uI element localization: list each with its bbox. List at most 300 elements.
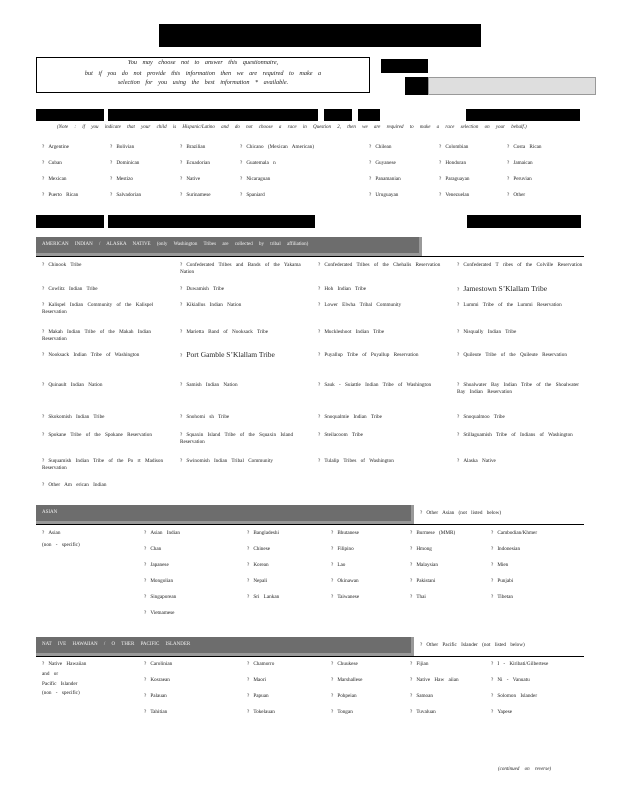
- asian-other-option[interactable]: ? Other Asian (not listed below): [420, 510, 502, 516]
- checkbox-icon[interactable]: ?: [331, 562, 334, 568]
- option-item[interactable]: [331, 562, 345, 569]
- checkbox-icon[interactable]: ?: [180, 382, 183, 388]
- checkbox-icon[interactable]: ?: [369, 176, 372, 182]
- option-label: Nooksack Indian Tribe of Washington: [48, 352, 140, 358]
- option-item[interactable]: [110, 192, 141, 199]
- checkbox-icon[interactable]: ?: [410, 709, 413, 715]
- checkbox-icon[interactable]: ?: [144, 610, 147, 616]
- option-item[interactable]: [457, 414, 585, 421]
- option-label: Jamaican: [513, 160, 533, 166]
- checkbox-icon[interactable]: ?: [491, 677, 494, 683]
- option-label: Snoqualmie Indian Tribe: [324, 414, 382, 420]
- checkbox-icon[interactable]: ?: [240, 192, 243, 198]
- option-label: Pohpeian: [337, 693, 357, 699]
- option-label: Native: [186, 176, 201, 182]
- option-label: Chuukese: [337, 661, 358, 667]
- option-item[interactable]: [457, 286, 585, 294]
- answer-field[interactable]: [428, 77, 596, 95]
- option-item[interactable]: [42, 192, 78, 199]
- checkbox-icon[interactable]: ?: [507, 176, 510, 182]
- option-label: Cuban: [48, 160, 62, 166]
- option-item[interactable]: [457, 352, 585, 359]
- option-item[interactable]: [110, 144, 134, 151]
- option-label: Asian Indian: [150, 530, 180, 536]
- option-item[interactable]: [144, 693, 167, 700]
- option-item[interactable]: [410, 530, 455, 537]
- option-label-sub: (non - specific): [42, 690, 80, 697]
- option-item[interactable]: [410, 562, 438, 569]
- option-item[interactable]: [439, 176, 470, 183]
- checkbox-icon[interactable]: ?: [318, 302, 321, 308]
- option-item[interactable]: [240, 144, 314, 151]
- checkbox-icon[interactable]: ?: [110, 176, 113, 182]
- checkbox-icon[interactable]: ?: [240, 176, 243, 182]
- checkbox-icon[interactable]: ?: [331, 578, 334, 584]
- option-label: Solomon Islander: [497, 693, 538, 699]
- checkbox-icon[interactable]: ?: [42, 302, 45, 308]
- checkbox-icon[interactable]: ?: [331, 661, 334, 667]
- option-item[interactable]: [331, 693, 357, 700]
- checkbox-icon[interactable]: ?: [247, 709, 250, 715]
- checkbox-icon[interactable]: ?: [491, 546, 494, 552]
- option-item[interactable]: [331, 709, 353, 716]
- option-label: Chinese: [253, 546, 271, 552]
- checkbox-icon[interactable]: ?: [42, 352, 45, 358]
- option-label: Tokelauan: [253, 709, 275, 715]
- option-label: Suquamish Indian Tribe of the Po rt Madison Reservation: [42, 458, 164, 471]
- checkbox-icon[interactable]: ?: [318, 414, 321, 420]
- option-item[interactable]: [457, 458, 585, 465]
- option-item[interactable]: [42, 352, 170, 359]
- option-item[interactable]: [318, 352, 446, 359]
- option-item[interactable]: [247, 709, 275, 716]
- option-label: Malaysian: [416, 562, 438, 568]
- option-item[interactable]: [247, 677, 266, 684]
- option-label: Chicano (Mexican American): [246, 144, 314, 150]
- checkbox-icon[interactable]: ?: [369, 192, 372, 198]
- option-label: Asian: [48, 530, 61, 536]
- checkbox-icon[interactable]: ?: [180, 192, 183, 198]
- option-item[interactable]: [247, 578, 267, 585]
- checkbox-icon[interactable]: ?: [180, 414, 183, 420]
- checkbox-icon[interactable]: ?: [42, 414, 45, 420]
- checkbox-icon[interactable]: ?: [144, 709, 147, 715]
- checkbox-icon[interactable]: ?: [439, 144, 442, 150]
- checkbox-icon[interactable]: ?: [491, 562, 494, 568]
- form-title-redacted: [159, 24, 481, 47]
- hispanic-note: (Note : if you indicate that your child is Hispanic/Latino and do not choose a race in Question 2, then we are required to make a race selection on your behalf.): [57, 125, 527, 130]
- option-label: Swinomish Indian Tribal Community: [186, 458, 273, 464]
- option-label: Indonesian: [497, 546, 521, 552]
- checkbox-icon[interactable]: ?: [180, 144, 183, 150]
- checkbox-icon[interactable]: ?: [331, 594, 334, 600]
- option-item[interactable]: [240, 160, 276, 167]
- option-label: Tibetan: [497, 594, 513, 600]
- checkbox-icon[interactable]: ?: [180, 160, 183, 166]
- option-item[interactable]: [491, 709, 512, 716]
- option-label: Cambodian/Khmer: [497, 530, 538, 536]
- option-item[interactable]: [410, 546, 432, 553]
- option-label: Nepali: [253, 578, 268, 584]
- option-label: Sri Lankan: [253, 594, 280, 600]
- checkbox-icon[interactable]: ?: [144, 661, 147, 667]
- checkbox-icon[interactable]: ?: [410, 562, 413, 568]
- option-item[interactable]: [369, 176, 401, 183]
- option-item[interactable]: [144, 530, 180, 537]
- checkbox-icon[interactable]: ?: [247, 594, 250, 600]
- option-label: Venezuelan: [445, 192, 470, 198]
- checkbox-icon[interactable]: ?: [42, 262, 45, 268]
- option-item[interactable]: [491, 661, 548, 668]
- checkbox-icon[interactable]: ?: [331, 677, 334, 683]
- option-label: Argentine: [48, 144, 69, 150]
- option-item[interactable]: [439, 160, 466, 167]
- checkbox-icon[interactable]: ?: [457, 458, 460, 464]
- option-item[interactable]: [144, 677, 170, 684]
- notice-line-2: but if you do not provide this information then we are required to make a: [84, 69, 322, 77]
- checkbox-icon[interactable]: ?: [457, 262, 460, 268]
- option-item[interactable]: [247, 693, 269, 700]
- option-item[interactable]: [240, 192, 265, 199]
- option-item[interactable]: [144, 709, 167, 716]
- checkbox-icon[interactable]: ?: [457, 414, 460, 420]
- checkbox-icon[interactable]: ?: [410, 578, 413, 584]
- option-label: Fijian: [416, 661, 429, 667]
- option-label: Steilacoom Tribe: [324, 432, 363, 438]
- checkbox-icon[interactable]: ?: [42, 382, 45, 388]
- option-item[interactable]: [180, 262, 308, 276]
- option-item[interactable]: [318, 329, 446, 336]
- option-label: Kikiallus Indian Nation: [186, 302, 242, 308]
- option-item[interactable]: [240, 176, 270, 183]
- checkbox-icon[interactable]: ?: [369, 160, 372, 166]
- option-item[interactable]: [507, 176, 532, 183]
- option-item[interactable]: [42, 414, 170, 421]
- option-item[interactable]: [491, 562, 508, 569]
- checkbox-icon[interactable]: ?: [457, 352, 460, 358]
- checkbox-icon[interactable]: ?: [42, 144, 45, 150]
- option-item[interactable]: [439, 192, 469, 199]
- option-item[interactable]: [491, 578, 513, 585]
- option-label: Other: [513, 192, 526, 198]
- checkbox-icon[interactable]: ?: [410, 546, 413, 552]
- option-label: Thai: [416, 594, 426, 600]
- option-item[interactable]: [247, 546, 270, 553]
- checkbox-icon[interactable]: ?: [180, 262, 183, 268]
- option-item[interactable]: [457, 329, 585, 336]
- option-item[interactable]: [410, 693, 433, 700]
- option-label: Lower Elwha Tribal Community: [324, 302, 402, 308]
- checkbox-icon[interactable]: ?: [318, 382, 321, 388]
- checkbox-icon[interactable]: ?: [457, 382, 460, 388]
- checkbox-icon[interactable]: ?: [491, 709, 494, 715]
- checkbox-icon[interactable]: ?: [144, 562, 147, 568]
- option-label: Brazilian: [186, 144, 206, 150]
- checkbox-icon[interactable]: ?: [247, 578, 250, 584]
- option-item[interactable]: [457, 382, 585, 396]
- option-item[interactable]: [331, 661, 358, 668]
- checkbox-icon[interactable]: ?: [491, 530, 494, 536]
- option-item[interactable]: [318, 262, 446, 269]
- checkbox-icon[interactable]: ?: [42, 176, 45, 182]
- option-label: Lao: [337, 562, 346, 568]
- option-item[interactable]: [410, 578, 435, 585]
- checkbox-icon[interactable]: ?: [247, 677, 250, 683]
- option-label: Mien: [497, 562, 509, 568]
- checkbox-icon[interactable]: ?: [42, 530, 45, 536]
- checkbox-icon[interactable]: ?: [457, 302, 460, 308]
- option-item[interactable]: [180, 432, 308, 446]
- option-label: Confederated T ribes of the Colville Reservation: [463, 262, 583, 268]
- checkbox-icon[interactable]: ?: [491, 693, 494, 699]
- option-item[interactable]: [331, 530, 359, 537]
- checkbox-icon[interactable]: ?: [42, 329, 45, 335]
- option-item[interactable]: [318, 432, 446, 439]
- checkbox-icon[interactable]: ?: [331, 709, 334, 715]
- option-item[interactable]: [247, 530, 279, 537]
- option-item[interactable]: [42, 144, 69, 151]
- option-item[interactable]: [491, 677, 530, 684]
- option-label: Puerto Rican: [48, 192, 79, 198]
- option-item[interactable]: [369, 160, 396, 167]
- checkbox-icon[interactable]: ?: [42, 192, 45, 198]
- option-item[interactable]: [507, 144, 542, 151]
- option-label: Quinault Indian Nation: [48, 382, 103, 388]
- checkbox-icon[interactable]: ?: [410, 661, 413, 667]
- option-label: Mexican: [48, 176, 67, 182]
- checkbox-icon[interactable]: ?: [247, 661, 250, 667]
- option-item[interactable]: [42, 262, 170, 269]
- checkbox-icon[interactable]: ?: [369, 144, 372, 150]
- checkbox-icon[interactable]: ?: [457, 287, 460, 293]
- option-item[interactable]: [42, 160, 62, 167]
- checkbox-icon[interactable]: ?: [180, 329, 183, 335]
- option-label: Spaniard: [246, 192, 265, 198]
- option-item[interactable]: [507, 192, 525, 199]
- option-item[interactable]: [110, 176, 133, 183]
- option-item[interactable]: [318, 382, 446, 389]
- option-item[interactable]: [180, 302, 308, 309]
- option-label: Chamorro: [253, 661, 275, 667]
- checkbox-icon[interactable]: ?: [420, 642, 423, 648]
- checkbox-icon[interactable]: ?: [180, 286, 183, 292]
- checkbox-icon[interactable]: ?: [318, 286, 321, 292]
- option-item[interactable]: [42, 176, 66, 183]
- option-item[interactable]: [247, 594, 279, 601]
- option-label: Other Am erican Indian: [48, 482, 107, 488]
- checkbox-icon[interactable]: ?: [247, 546, 250, 552]
- option-label: Surinamese: [186, 192, 211, 198]
- option-item[interactable]: [144, 594, 176, 601]
- checkbox-icon[interactable]: ?: [410, 693, 413, 699]
- checkbox-icon[interactable]: ?: [507, 160, 510, 166]
- nhpi-other-option[interactable]: ? Other Pacific Islander (not listed below): [420, 642, 525, 648]
- option-item[interactable]: [457, 432, 585, 439]
- option-item[interactable]: [42, 302, 170, 316]
- option-item[interactable]: [180, 176, 200, 183]
- option-item[interactable]: [180, 192, 211, 199]
- option-item[interactable]: [144, 578, 173, 585]
- checkbox-icon[interactable]: ?: [42, 432, 45, 438]
- option-item[interactable]: [410, 661, 428, 668]
- option-item[interactable]: [331, 546, 354, 553]
- checkbox-icon[interactable]: ?: [144, 594, 147, 600]
- option-item[interactable]: [410, 594, 426, 601]
- checkbox-icon[interactable]: ?: [110, 144, 113, 150]
- option-item[interactable]: [491, 594, 513, 601]
- option-label: Tahitian: [150, 709, 168, 715]
- option-item[interactable]: [180, 458, 308, 465]
- option-item[interactable]: [144, 546, 161, 553]
- option-label: Samish Indian Nation: [186, 382, 238, 388]
- option-label: Snohomi sh Tribe: [186, 414, 230, 420]
- checkbox-icon[interactable]: ?: [491, 661, 494, 667]
- question-2-heading-redacted: [467, 215, 581, 228]
- option-item[interactable]: [42, 286, 170, 293]
- option-item[interactable]: [439, 144, 468, 151]
- option-label: Uruguayan: [375, 192, 399, 198]
- checkbox-icon[interactable]: ?: [247, 693, 250, 699]
- option-item[interactable]: [491, 530, 537, 537]
- option-item[interactable]: [457, 262, 585, 269]
- checkbox-icon[interactable]: ?: [144, 546, 147, 552]
- question-1-heading-redacted: [36, 109, 104, 121]
- option-item[interactable]: [180, 329, 308, 336]
- notice-line-3: selection for you using the best information * available.: [117, 78, 289, 86]
- option-item[interactable]: [42, 482, 170, 489]
- option-label: Bangladeshi: [253, 530, 279, 536]
- option-item[interactable]: [331, 578, 359, 585]
- option-item[interactable]: [42, 382, 170, 389]
- option-item[interactable]: [110, 160, 139, 167]
- checkbox-icon[interactable]: ?: [457, 432, 460, 438]
- checkbox-icon[interactable]: ?: [247, 530, 250, 536]
- option-item[interactable]: [318, 414, 446, 421]
- checkbox-icon[interactable]: ?: [180, 176, 183, 182]
- checkbox-icon[interactable]: ?: [318, 432, 321, 438]
- checkbox-icon[interactable]: ?: [42, 458, 45, 464]
- option-item[interactable]: [144, 562, 169, 569]
- option-item[interactable]: [507, 160, 533, 167]
- checkbox-icon[interactable]: ?: [410, 530, 413, 536]
- option-label: Singaporean: [150, 594, 177, 600]
- question-1-heading-redacted: [108, 109, 318, 121]
- option-item[interactable]: [180, 160, 210, 167]
- option-label: Guatemala n: [246, 160, 276, 166]
- checkbox-icon[interactable]: ?: [439, 176, 442, 182]
- checkbox-icon[interactable]: ?: [439, 192, 442, 198]
- option-item[interactable]: [318, 302, 446, 309]
- checkbox-icon[interactable]: ?: [318, 352, 321, 358]
- checkbox-icon[interactable]: ?: [42, 661, 45, 667]
- option-item[interactable]: [144, 661, 172, 668]
- option-item[interactable]: [369, 192, 398, 199]
- checkbox-icon[interactable]: ?: [457, 329, 460, 335]
- option-item[interactable]: [331, 677, 362, 684]
- checkbox-icon[interactable]: ?: [42, 160, 45, 166]
- option-label: Marietta Band of Nooksack Tribe: [186, 329, 269, 335]
- checkbox-icon[interactable]: ?: [491, 594, 494, 600]
- option-label: Tulalip Tribes of Washington: [324, 458, 394, 464]
- option-item[interactable]: [180, 352, 308, 360]
- question-1-heading-redacted: [324, 109, 352, 121]
- label-bar-redacted: [381, 59, 428, 73]
- option-item[interactable]: [180, 382, 308, 389]
- option-item[interactable]: [144, 610, 175, 617]
- checkbox-icon[interactable]: ?: [507, 144, 510, 150]
- checkbox-icon[interactable]: ?: [410, 594, 413, 600]
- option-label: Tongan: [337, 709, 353, 715]
- checkbox-icon[interactable]: ?: [144, 578, 147, 584]
- nhpi-header: NAT IVE HAWAIIAN / O THER PACIFIC ISLANDER: [36, 637, 414, 656]
- option-item[interactable]: [247, 562, 269, 569]
- option-item[interactable]: [410, 677, 459, 684]
- option-item[interactable]: [318, 286, 446, 293]
- option-item[interactable]: [491, 546, 520, 553]
- checkbox-icon[interactable]: ?: [110, 160, 113, 166]
- asian-nonspecific-option[interactable]: [42, 530, 80, 549]
- nhpi-nonspecific-option[interactable]: [42, 661, 86, 697]
- checkbox-icon[interactable]: ?: [331, 693, 334, 699]
- checkbox-icon[interactable]: ?: [491, 578, 494, 584]
- checkbox-icon[interactable]: ?: [410, 677, 413, 683]
- checkbox-icon[interactable]: ?: [144, 677, 147, 683]
- checkbox-icon[interactable]: ?: [439, 160, 442, 166]
- option-label: Puyallup Tribe of Puyallup Reservation: [324, 352, 419, 358]
- checkbox-icon[interactable]: ?: [42, 482, 45, 488]
- checkbox-icon[interactable]: ?: [240, 160, 243, 166]
- option-label: Chan: [150, 546, 162, 552]
- checkbox-icon[interactable]: ?: [240, 144, 243, 150]
- checkbox-icon[interactable]: ?: [318, 329, 321, 335]
- checkbox-icon[interactable]: ?: [180, 458, 183, 464]
- option-item[interactable]: [180, 144, 205, 151]
- checkbox-icon[interactable]: ?: [180, 432, 183, 438]
- checkbox-icon[interactable]: ?: [42, 286, 45, 292]
- option-item[interactable]: [491, 693, 537, 700]
- checkbox-icon[interactable]: ?: [331, 546, 334, 552]
- checkbox-icon[interactable]: ?: [144, 530, 147, 536]
- notice-box: [36, 57, 370, 93]
- option-item[interactable]: [180, 414, 308, 421]
- checkbox-icon[interactable]: ?: [420, 510, 423, 516]
- option-item[interactable]: [247, 661, 274, 668]
- option-item[interactable]: [42, 458, 170, 472]
- checkbox-icon[interactable]: ?: [318, 262, 321, 268]
- checkbox-icon[interactable]: ?: [247, 562, 250, 568]
- option-label: Confederated Tribes and Bands of the Yakama Nation: [180, 262, 301, 275]
- option-item[interactable]: [369, 144, 391, 151]
- option-item[interactable]: [331, 594, 359, 601]
- checkbox-icon[interactable]: ?: [318, 458, 321, 464]
- checkbox-icon[interactable]: ?: [331, 530, 334, 536]
- option-item[interactable]: [42, 432, 170, 439]
- checkbox-icon[interactable]: ?: [180, 353, 183, 359]
- option-label-sub: (non - specific): [42, 541, 80, 548]
- checkbox-icon[interactable]: ?: [507, 192, 510, 198]
- checkbox-icon[interactable]: ?: [144, 693, 147, 699]
- option-item[interactable]: [318, 458, 446, 465]
- section-rule: [36, 656, 584, 657]
- option-label: Marshallese: [337, 677, 363, 683]
- checkbox-icon[interactable]: ?: [180, 302, 183, 308]
- option-item[interactable]: [42, 329, 170, 343]
- option-item[interactable]: [410, 709, 436, 716]
- option-item[interactable]: [180, 286, 308, 293]
- option-item[interactable]: [457, 302, 585, 309]
- checkbox-icon[interactable]: ?: [110, 192, 113, 198]
- option-label: Honduran: [445, 160, 467, 166]
